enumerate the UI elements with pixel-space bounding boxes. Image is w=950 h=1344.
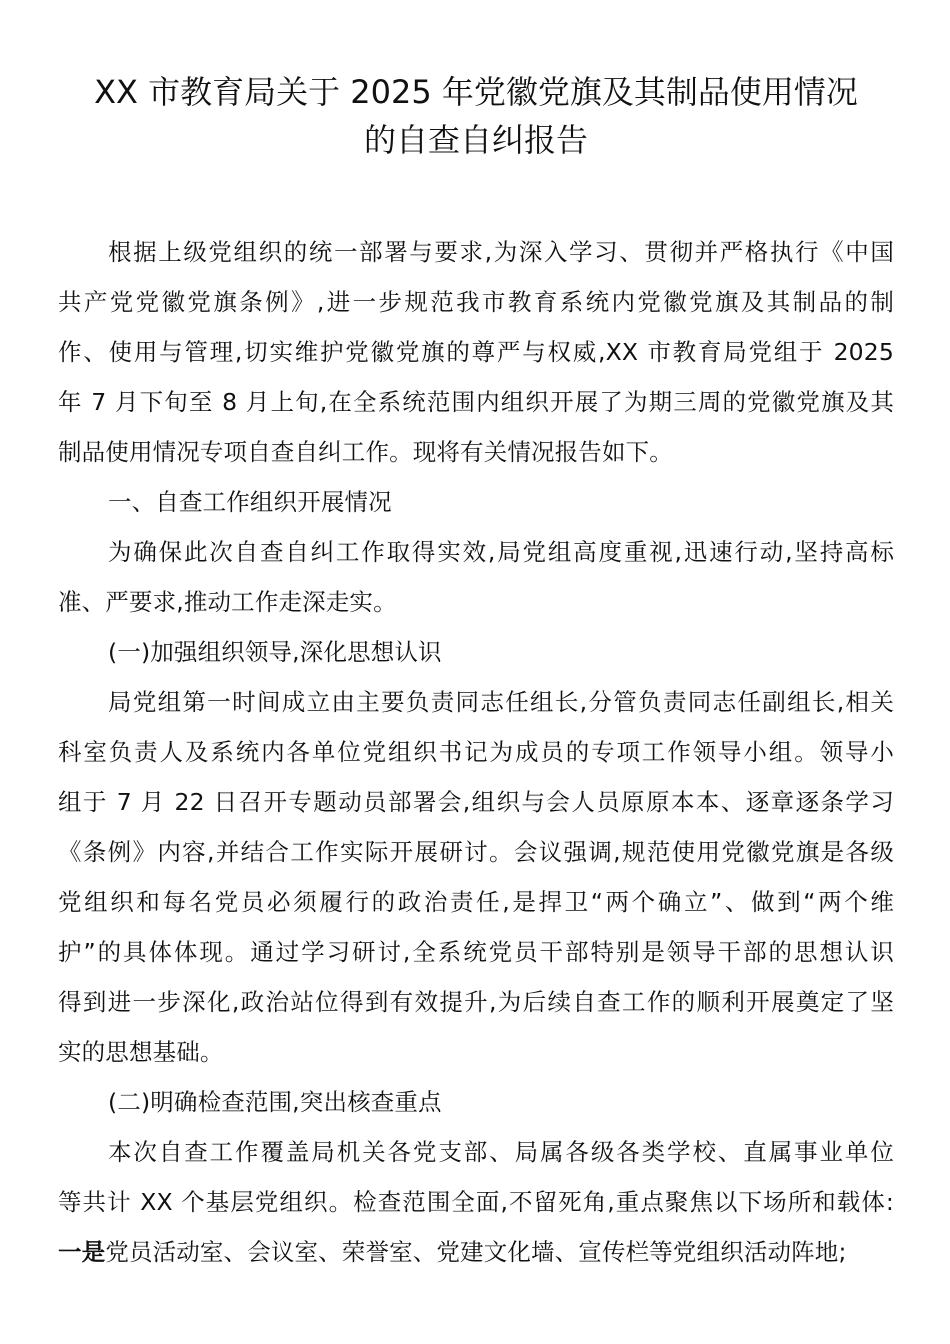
text-line: 党组织和每名党员必须履行的政治责任,是捍卫“两个确立”、做到“两个维	[58, 888, 894, 916]
subheading-2: (二)明确检查范围,突出核查重点	[108, 1088, 442, 1116]
text-line: 实的思想基础。	[58, 1038, 224, 1066]
scope-item-lead: 一是	[58, 1238, 106, 1266]
text-line: 根据上级党组织的统一部署与要求,为深入学习、贯彻并严格执行《中国	[108, 238, 894, 266]
text-line: 准、严要求,推动工作走深走实。	[58, 588, 397, 616]
paragraph-intro	[58, 227, 894, 477]
document-body	[58, 227, 894, 1277]
paragraph-scope	[58, 1127, 894, 1227]
scope-item-text: 党员活动室、会议室、荣誉室、党建文化墙、宣传栏等党组织活动阵地;	[105, 1238, 847, 1266]
text-line: 年 7 月下旬至 8 月上旬,在全系统范围内组织开展了为期三周的党徽党旗及其	[58, 388, 894, 416]
section-heading-1: 一、自查工作组织开展情况	[108, 488, 392, 516]
subheading-1: (一)加强组织领导,深化思想认识	[108, 638, 442, 666]
scope-item-1	[58, 1227, 894, 1277]
title-line-2: 的自查自纠报告	[363, 121, 588, 159]
paragraph-section-1-intro	[58, 527, 894, 627]
title-line-1: XX 市教育局关于 2025 年党徽党旗及其制品使用情况	[94, 73, 858, 111]
document-title	[58, 0, 894, 164]
text-line: 组于 7 月 22 日召开专题动员部署会,组织与会人员原原本本、逐章逐条学习	[58, 788, 894, 816]
text-line: 得到进一步深化,政治站位得到有效提升,为后续自查工作的顺利开展奠定了坚	[58, 988, 894, 1016]
text-line: 局党组第一时间成立由主要负责同志任组长,分管负责同志任副组长,相关	[108, 688, 894, 716]
text-line: 为确保此次自查自纠工作取得实效,局党组高度重视,迅速行动,坚持高标	[108, 538, 894, 566]
text-line: 护”的具体体现。通过学习研讨,全系统党员干部特别是领导干部的思想认识	[58, 938, 894, 966]
document-page	[58, 0, 894, 1277]
text-line: 《条例》内容,并结合工作实际开展研讨。会议强调,规范使用党徽党旗是各级	[58, 838, 894, 866]
text-line: 共产党党徽党旗条例》,进一步规范我市教育系统内党徽党旗及其制品的制	[58, 288, 894, 316]
paragraph-leadership	[58, 677, 894, 1077]
text-line: 作、使用与管理,切实维护党徽党旗的尊严与权威,XX 市教育局党组于 2025	[58, 338, 894, 366]
text-line: 本次自查工作覆盖局机关各党支部、局属各级各类学校、直属事业单位	[108, 1138, 894, 1166]
text-line: 制品使用情况专项自查自纠工作。现将有关情况报告如下。	[58, 438, 673, 466]
text-line: 科室负责人及系统内各单位党组织书记为成员的专项工作领导小组。领导小	[58, 738, 894, 766]
text-line: 等共计 XX 个基层党组织。检查范围全面,不留死角,重点聚焦以下场所和载体:	[58, 1188, 894, 1216]
